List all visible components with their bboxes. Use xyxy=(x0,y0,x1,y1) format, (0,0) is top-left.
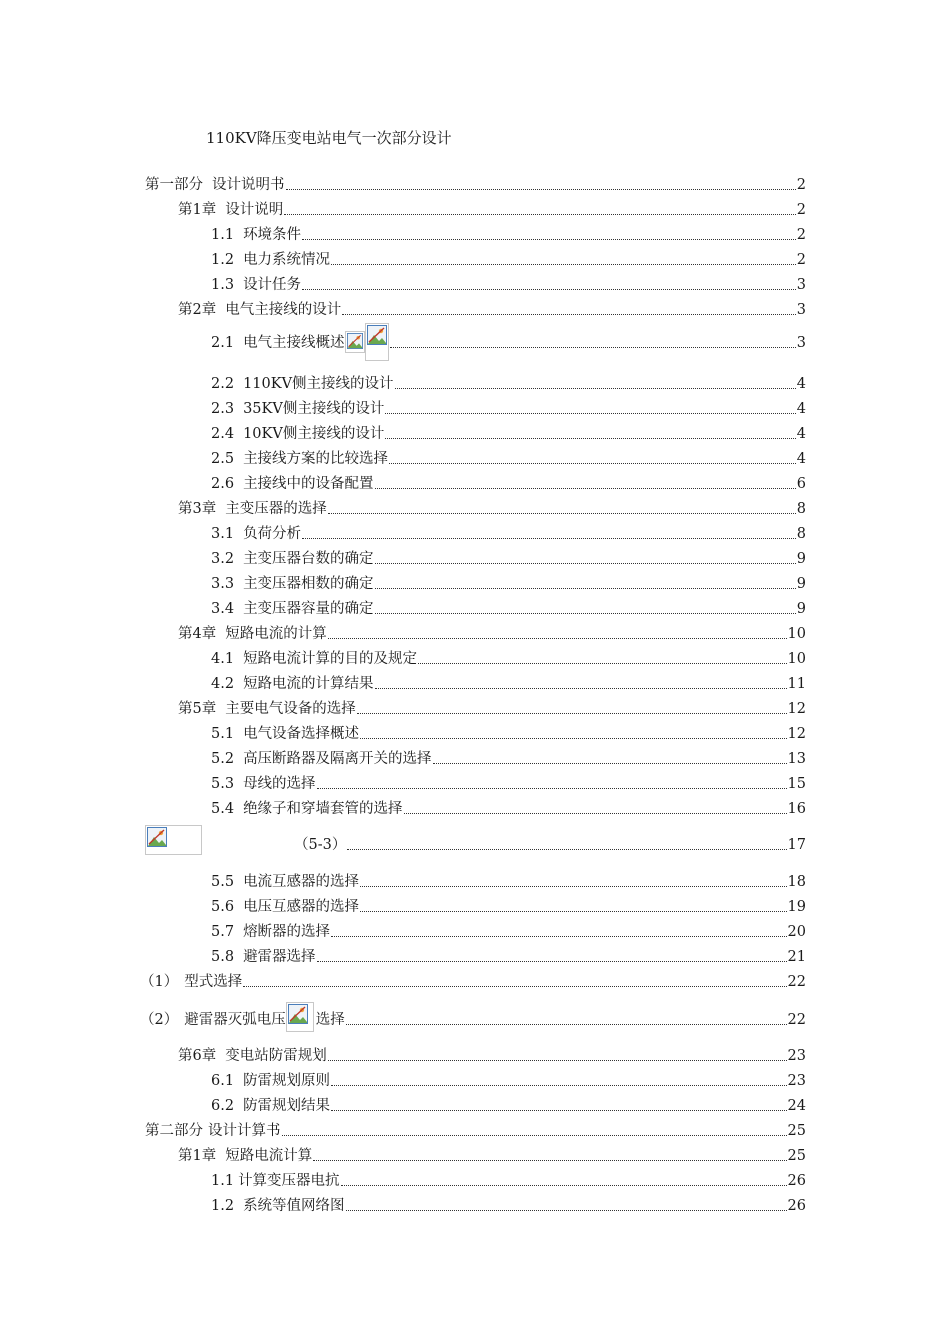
toc-page: 4 xyxy=(796,376,806,392)
toc-number: 2.2 xyxy=(211,376,235,392)
toc-leader xyxy=(317,788,787,789)
toc-number: 4.2 xyxy=(211,676,235,692)
toc-text: 变电站防雷规划 xyxy=(225,1048,327,1064)
toc-text: 主变压器台数的确定 xyxy=(243,551,374,567)
toc-entry-section[interactable] xyxy=(0,1191,806,1215)
toc-entry-section[interactable] xyxy=(0,444,806,468)
toc-entry-section[interactable] xyxy=(0,744,806,768)
toc-leader xyxy=(360,911,786,912)
toc-number: 第3章 xyxy=(178,501,217,517)
toc-text: 防雷规划结果 xyxy=(243,1098,331,1114)
toc-page: 2 xyxy=(796,202,806,218)
toc-text-after: 选择 xyxy=(315,1012,345,1028)
toc-text: 设计说明 xyxy=(225,202,284,218)
toc-leader xyxy=(331,1085,786,1086)
toc-page: 19 xyxy=(787,899,806,915)
toc-number: 1.2 xyxy=(211,252,235,268)
toc-text: 主变压器的选择 xyxy=(225,501,327,517)
toc-entry-section[interactable] xyxy=(0,519,806,543)
toc-leader xyxy=(389,463,796,464)
toc-page: 3 xyxy=(796,302,806,318)
toc-text: 35KV侧主接线的设计 xyxy=(243,401,385,417)
toc-page: 9 xyxy=(796,551,806,567)
toc-page: 12 xyxy=(787,701,806,717)
toc-leader xyxy=(302,289,796,290)
toc-text: 短路电流计算 xyxy=(225,1148,313,1164)
toc-leader xyxy=(418,663,786,664)
toc-text: 主要电气设备的选择 xyxy=(225,701,356,717)
toc-entry-section[interactable] xyxy=(0,942,806,966)
toc-number: 1.1 xyxy=(211,227,235,243)
toc-page: 3 xyxy=(796,335,806,351)
toc-page: 9 xyxy=(796,601,806,617)
broken-image-icon xyxy=(365,323,389,361)
toc-text: 高压断路器及隔离开关的选择 xyxy=(243,751,432,767)
toc-text: 设计说明书 xyxy=(212,177,285,193)
toc-entry-section[interactable] xyxy=(0,220,806,244)
toc-number: 1.2 xyxy=(211,1198,235,1214)
toc-text: 电力系统情况 xyxy=(243,252,331,268)
toc-page: 22 xyxy=(787,974,806,990)
toc-page: 4 xyxy=(796,401,806,417)
toc-leader xyxy=(390,347,796,348)
toc-text: 防雷规划原则 xyxy=(243,1073,331,1089)
toc-leader xyxy=(302,538,796,539)
toc-text: 环境条件 xyxy=(243,227,302,243)
toc-entry-section[interactable] xyxy=(0,419,806,443)
toc-text: 电气主接线概述 xyxy=(243,335,345,351)
toc-leader xyxy=(331,936,786,937)
toc-page: 3 xyxy=(796,277,806,293)
toc-text: 电流互感器的选择 xyxy=(243,874,360,890)
toc-page: 25 xyxy=(787,1123,806,1139)
toc-page: 2 xyxy=(796,252,806,268)
toc-leader xyxy=(375,563,796,564)
toc-page: 26 xyxy=(787,1173,806,1189)
toc-number: 2.4 xyxy=(211,426,235,442)
toc-text: 主接线方案的比较选择 xyxy=(243,451,389,467)
toc-leader xyxy=(286,189,796,190)
toc-number: 5.6 xyxy=(211,899,235,915)
toc-leader xyxy=(375,588,796,589)
toc-leader xyxy=(313,1160,786,1161)
toc-number: 2.5 xyxy=(211,451,235,467)
toc-text: 电气设备选择概述 xyxy=(243,726,360,742)
toc-page: 17 xyxy=(787,837,806,853)
toc-entry-section[interactable] xyxy=(0,917,806,941)
toc-number: 6.1 xyxy=(211,1073,235,1089)
toc-entry-section[interactable] xyxy=(0,892,806,916)
broken-image-icon xyxy=(345,331,365,353)
toc-entry-section[interactable] xyxy=(0,644,806,668)
toc-text: 母线的选择 xyxy=(243,776,316,792)
toc-entry-chapter[interactable] xyxy=(0,1141,806,1165)
toc-page: 18 xyxy=(787,874,806,890)
toc-text: 避雷器选择 xyxy=(243,949,316,965)
toc-text: 短路电流的计算 xyxy=(225,626,327,642)
toc-leader xyxy=(360,886,786,887)
toc-number: 5.2 xyxy=(211,751,235,767)
toc-entry-section[interactable] xyxy=(0,245,806,269)
toc-leader xyxy=(328,638,787,639)
toc-page: 15 xyxy=(787,776,806,792)
toc-entry-section[interactable] xyxy=(0,794,806,818)
toc-leader xyxy=(385,413,795,414)
toc-entry-section[interactable] xyxy=(0,270,806,294)
toc-number: 第5章 xyxy=(178,701,217,717)
toc-page: 4 xyxy=(796,451,806,467)
broken-image-icon xyxy=(286,1002,314,1032)
toc-number: 3.2 xyxy=(211,551,235,567)
toc-entry-section[interactable] xyxy=(0,544,806,568)
toc-number: 3.4 xyxy=(211,601,235,617)
toc-entry-section[interactable] xyxy=(0,669,806,693)
toc-text: 主接线中的设备配置 xyxy=(243,476,374,492)
toc-entry-section[interactable] xyxy=(0,320,806,352)
toc-leader xyxy=(347,849,786,850)
toc-leader xyxy=(346,1210,787,1211)
toc-page: 13 xyxy=(787,751,806,767)
toc-number: 4.1 xyxy=(211,651,235,667)
toc-page: 21 xyxy=(787,949,806,965)
toc-number: 第2章 xyxy=(178,302,217,318)
toc-entry-section[interactable] xyxy=(0,394,806,418)
toc-leader xyxy=(282,1135,787,1136)
toc-page: 8 xyxy=(796,526,806,542)
toc-entry-section[interactable] xyxy=(0,1091,806,1115)
toc-number: 5.3 xyxy=(211,776,235,792)
toc-entry-item[interactable] xyxy=(0,967,806,991)
toc-entry-section[interactable] xyxy=(0,1166,806,1190)
toc-page: 23 xyxy=(787,1048,806,1064)
toc-leader xyxy=(375,688,787,689)
toc-number: 5.7 xyxy=(211,924,235,940)
toc-number: 第6章 xyxy=(178,1048,217,1064)
toc-leader xyxy=(331,264,796,265)
toc-number: 第二部分 xyxy=(145,1123,203,1139)
toc-number: 1.1 xyxy=(211,1173,235,1189)
toc-text: 设计计算书 xyxy=(208,1123,281,1139)
toc-entry-chapter[interactable] xyxy=(0,1041,806,1065)
broken-image-icon xyxy=(145,825,202,855)
toc-page: 22 xyxy=(787,1012,806,1028)
toc-text: 计算变压器电抗 xyxy=(238,1173,340,1189)
toc-text: 短路电流的计算结果 xyxy=(243,676,374,692)
toc-page: 2 xyxy=(796,227,806,243)
toc-entry-section[interactable] xyxy=(0,469,806,493)
toc-text: 避雷器灭弧电压 xyxy=(184,1012,286,1028)
toc-entry-chapter[interactable] xyxy=(0,295,806,319)
toc-text: 电压互感器的选择 xyxy=(243,899,360,915)
toc-text: 电气主接线的设计 xyxy=(225,302,342,318)
toc-number: 2.6 xyxy=(211,476,235,492)
toc-entry-section[interactable] xyxy=(0,1066,806,1090)
toc-leader xyxy=(346,1024,787,1025)
toc-page: 9 xyxy=(796,576,806,592)
toc-page: 16 xyxy=(787,801,806,817)
toc-page: 2 xyxy=(796,177,806,193)
toc-text: 绝缘子和穿墙套管的选择 xyxy=(243,801,403,817)
toc-page: 24 xyxy=(787,1098,806,1114)
toc-page: 23 xyxy=(787,1073,806,1089)
toc-number: 第一部分 xyxy=(145,177,203,193)
toc-leader xyxy=(342,314,796,315)
toc-number: 第1章 xyxy=(178,202,217,218)
toc-number: 第4章 xyxy=(178,626,217,642)
toc-number: 6.2 xyxy=(211,1098,235,1114)
toc-leader xyxy=(404,813,787,814)
toc-page: 6 xyxy=(796,476,806,492)
toc-text: 10KV侧主接线的设计 xyxy=(243,426,385,442)
toc-leader xyxy=(360,738,786,739)
toc-number: 2.3 xyxy=(211,401,235,417)
toc-leader xyxy=(433,763,787,764)
toc-entry-section[interactable] xyxy=(0,569,806,593)
toc-leader xyxy=(317,961,787,962)
toc-entry-chapter[interactable] xyxy=(0,494,806,518)
toc-text: 短路电流计算的目的及规定 xyxy=(243,651,418,667)
toc-text: 型式选择 xyxy=(184,974,243,990)
toc-number: （1） xyxy=(140,974,179,990)
toc-leader xyxy=(302,239,796,240)
toc-leader xyxy=(328,513,796,514)
toc-number: 5.5 xyxy=(211,874,235,890)
toc-number: 5.8 xyxy=(211,949,235,965)
toc-entry-part[interactable] xyxy=(0,1116,806,1140)
toc-page: 10 xyxy=(787,651,806,667)
toc-number: （2） xyxy=(140,1012,179,1028)
toc-leader xyxy=(341,1185,787,1186)
toc-text: 负荷分析 xyxy=(243,526,302,542)
toc-text: 主变压器容量的确定 xyxy=(243,601,374,617)
toc-entry-section[interactable] xyxy=(0,769,806,793)
toc-entry-item[interactable] xyxy=(0,997,806,1029)
toc-page: 8 xyxy=(796,501,806,517)
toc-entry-section[interactable] xyxy=(0,867,806,891)
toc-page: 26 xyxy=(787,1198,806,1214)
toc-number: 5.4 xyxy=(211,801,235,817)
toc-page: 4 xyxy=(796,426,806,442)
toc-text: 熔断器的选择 xyxy=(243,924,331,940)
toc-entry-chapter[interactable] xyxy=(0,619,806,643)
toc-page: 12 xyxy=(787,726,806,742)
toc-leader xyxy=(331,1110,786,1111)
toc-text: 系统等值网络图 xyxy=(243,1198,345,1214)
toc-text: 主变压器相数的确定 xyxy=(243,576,374,592)
toc-text: 设计任务 xyxy=(243,277,302,293)
toc-entry-formula[interactable] xyxy=(0,824,806,854)
toc-leader xyxy=(284,214,796,215)
toc-entry-section[interactable] xyxy=(0,369,806,393)
toc-entry-section[interactable] xyxy=(0,719,806,743)
toc-page: 11 xyxy=(787,676,806,692)
toc-entry-chapter[interactable] xyxy=(0,694,806,718)
toc-page: 20 xyxy=(787,924,806,940)
toc-number: 3.3 xyxy=(211,576,235,592)
toc-entry-part[interactable] xyxy=(0,170,806,194)
toc-leader xyxy=(395,388,796,389)
document-title: 110KV降压变电站电气一次部分设计 xyxy=(206,129,452,147)
toc-text: 110KV侧主接线的设计 xyxy=(243,376,394,392)
toc-leader xyxy=(375,613,796,614)
toc-number: 2.1 xyxy=(211,335,235,351)
toc-page: 10 xyxy=(787,626,806,642)
toc-entry-chapter[interactable] xyxy=(0,195,806,219)
toc-text: （5-3） xyxy=(294,837,347,853)
toc-number: 3.1 xyxy=(211,526,235,542)
toc-leader xyxy=(328,1060,787,1061)
toc-leader xyxy=(385,438,795,439)
toc-number: 第1章 xyxy=(178,1148,217,1164)
toc-leader xyxy=(375,488,796,489)
toc-number: 1.3 xyxy=(211,277,235,293)
toc-leader xyxy=(243,986,786,987)
toc-leader xyxy=(357,713,787,714)
toc-number: 5.1 xyxy=(211,726,235,742)
toc-page: 25 xyxy=(787,1148,806,1164)
toc-entry-section[interactable] xyxy=(0,594,806,618)
